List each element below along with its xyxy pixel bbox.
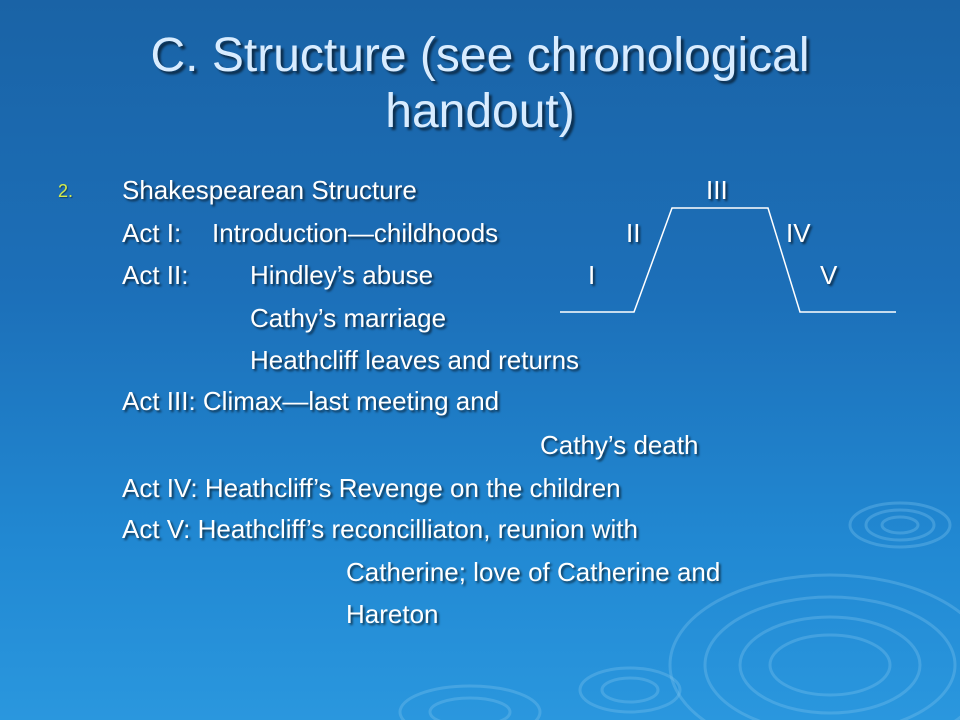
act1-label: Act I:: [122, 218, 182, 248]
pyramid-outline: [560, 208, 896, 312]
act2-label: Act II:: [122, 260, 189, 290]
act2-item: Cathy’s marriage: [250, 303, 447, 333]
heading-text: Shakespearean Structure: [122, 175, 417, 205]
title-line-1: C. Structure (see chronological: [150, 29, 810, 82]
pyramid-label-5: V: [820, 260, 838, 290]
act5-line-1: Act V: Heathcliff’s reconcilliaton, reunion with: [122, 514, 638, 544]
pyramid-label-4: IV: [786, 218, 811, 248]
act4-line: Act IV: Heathcliff’s Revenge on the children: [122, 473, 621, 503]
act2-item: Hindley’s abuse: [250, 260, 434, 290]
act5-line-3: Hareton: [346, 599, 439, 629]
pyramid-label-3: III: [706, 175, 728, 205]
act1-text: Introduction—childhoods: [212, 218, 499, 248]
pyramid-label-1: I: [588, 260, 596, 290]
pyramid-label-2: II: [626, 218, 641, 248]
list-number: 2.: [58, 181, 74, 201]
act3-line-2: Cathy’s death: [540, 430, 699, 460]
act2-item: Heathcliff leaves and returns: [250, 345, 580, 375]
title-line-2: handout): [385, 85, 575, 138]
act5-line-2: Catherine; love of Catherine and: [346, 557, 721, 587]
act3-line-1: Act III: Climax—last meeting and: [122, 386, 500, 416]
